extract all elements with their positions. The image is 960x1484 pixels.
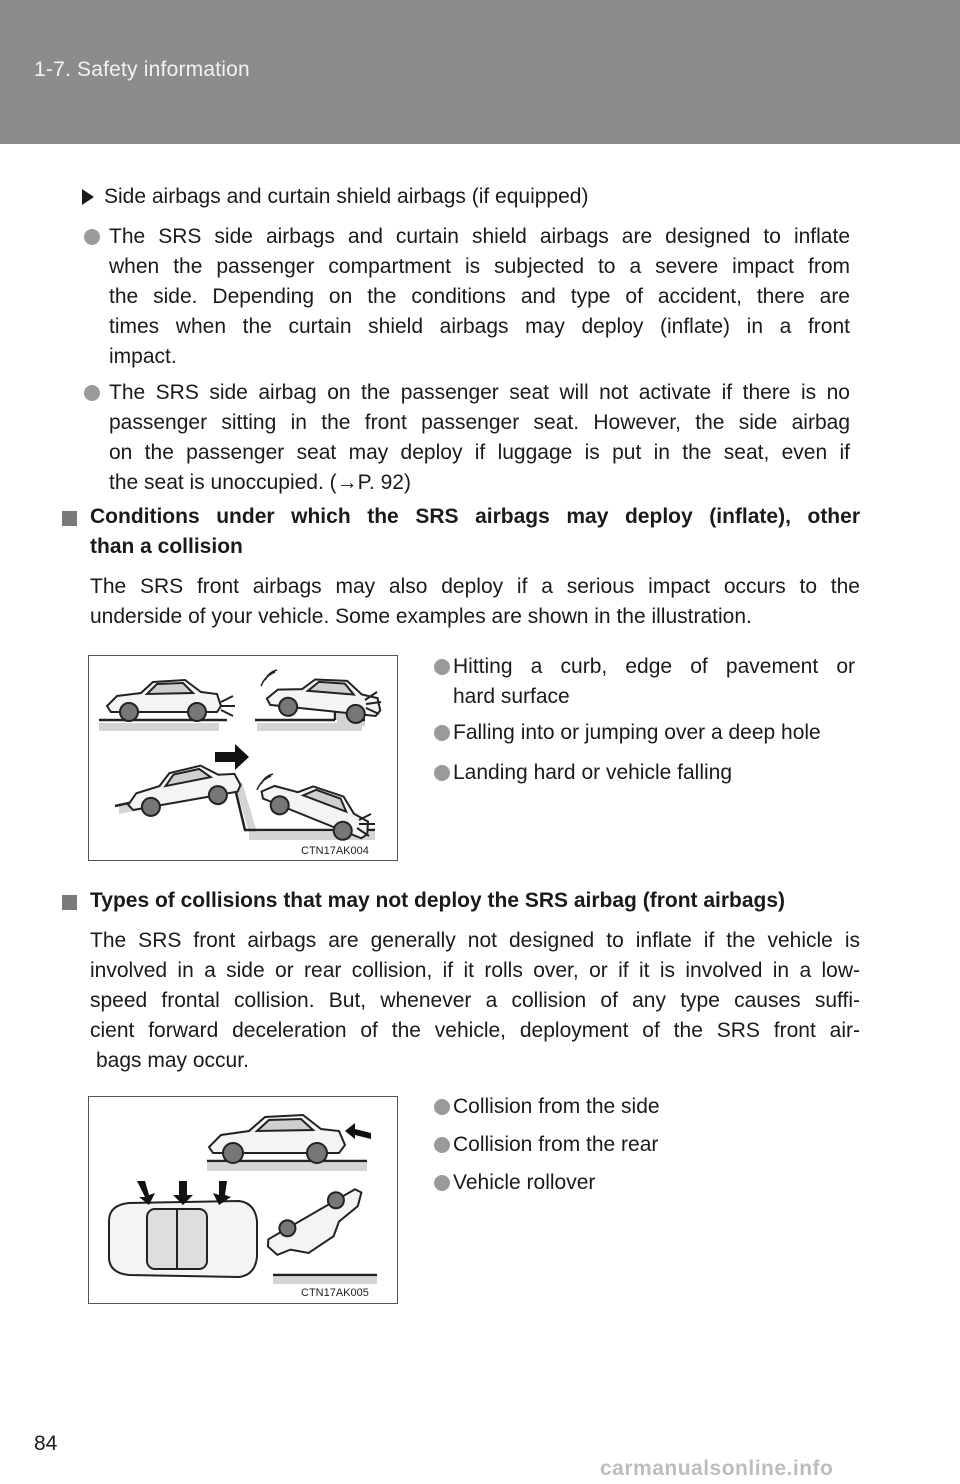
watermark: carmanualsonline.info (600, 1457, 834, 1480)
bullet-dot-icon (434, 1099, 450, 1115)
side-bullet-1: The SRS side airbags and curtain shield airbags are designed to inflate when the passenger compartment is subjected to a severe impact from the side. Depending on the conditions and type of accident, there are times when the curtain shield airbags may deploy (inflate) in a front impact. (109, 225, 850, 368)
condition-item-landing: Landing hard or vehicle falling (453, 761, 733, 784)
side-bullet-2: The SRS side airbag on the passenger seat will not activate if there is no passenger sitting in the front passenger seat. However, the side airbag on the passenger seat may deploy if luggage is put in the seat, even if the seat is unoccupied. (→P. 92) (109, 381, 850, 494)
underside-impact-drawing (89, 656, 397, 860)
bullet-dot-icon (434, 765, 450, 781)
non-deploy-drawing (89, 1097, 397, 1303)
conditions-body: The SRS front airbags may also deploy if a serious impact occurs to the underside of your vehicle. Some examples are shown in the illustration. (90, 575, 860, 628)
page-header (0, 0, 960, 144)
subheading-text: Side airbags and curtain shield airbags (if equipped) (104, 185, 589, 208)
bullet-dot-icon (84, 385, 100, 401)
types-body: The SRS front airbags are generally not designed to inflate if the vehicle is involved in a side or rear collision, if it rolls over, or if it is involved in a low- speed frontal collision. But, whenever a collision of any type causes suffi- cient forward deceleration of the vehicle, deployment of the SRS front air- bags may occur. (90, 929, 860, 1072)
triangle-marker-icon (82, 189, 94, 205)
bullet-dot-icon (434, 1137, 450, 1153)
bullet-dot-icon (84, 229, 100, 245)
bullet-dot-icon (434, 725, 450, 741)
type-item-rollover: Vehicle rollover (453, 1171, 596, 1194)
section-square-icon (62, 511, 77, 526)
conditions-heading: Conditions under which the SRS airbags may deploy (inflate), other than a collision (90, 505, 860, 558)
bullet-dot-icon (434, 1175, 450, 1191)
section-title: 1-7. Safety information (34, 58, 250, 81)
type-item-side: Collision from the side (453, 1095, 660, 1118)
illustration-non-deploy (88, 1096, 398, 1304)
condition-item-hole: Falling into or jumping over a deep hole (453, 721, 821, 744)
side-airbags-subheading (82, 182, 588, 212)
illustration-underside-impact (88, 655, 398, 861)
bullet-dot-icon (434, 659, 450, 675)
section-square-icon (62, 895, 77, 910)
page-number: 84 (34, 1432, 58, 1455)
condition-item-curb: Hitting a curb, edge of pavement or hard surface (453, 655, 855, 708)
types-heading: Types of collisions that may not deploy the SRS airbag (front airbags) (90, 889, 786, 912)
figure-code: CTN17AK005 (301, 1287, 369, 1299)
type-item-rear: Collision from the rear (453, 1133, 659, 1156)
figure-code: CTN17AK004 (301, 845, 369, 857)
